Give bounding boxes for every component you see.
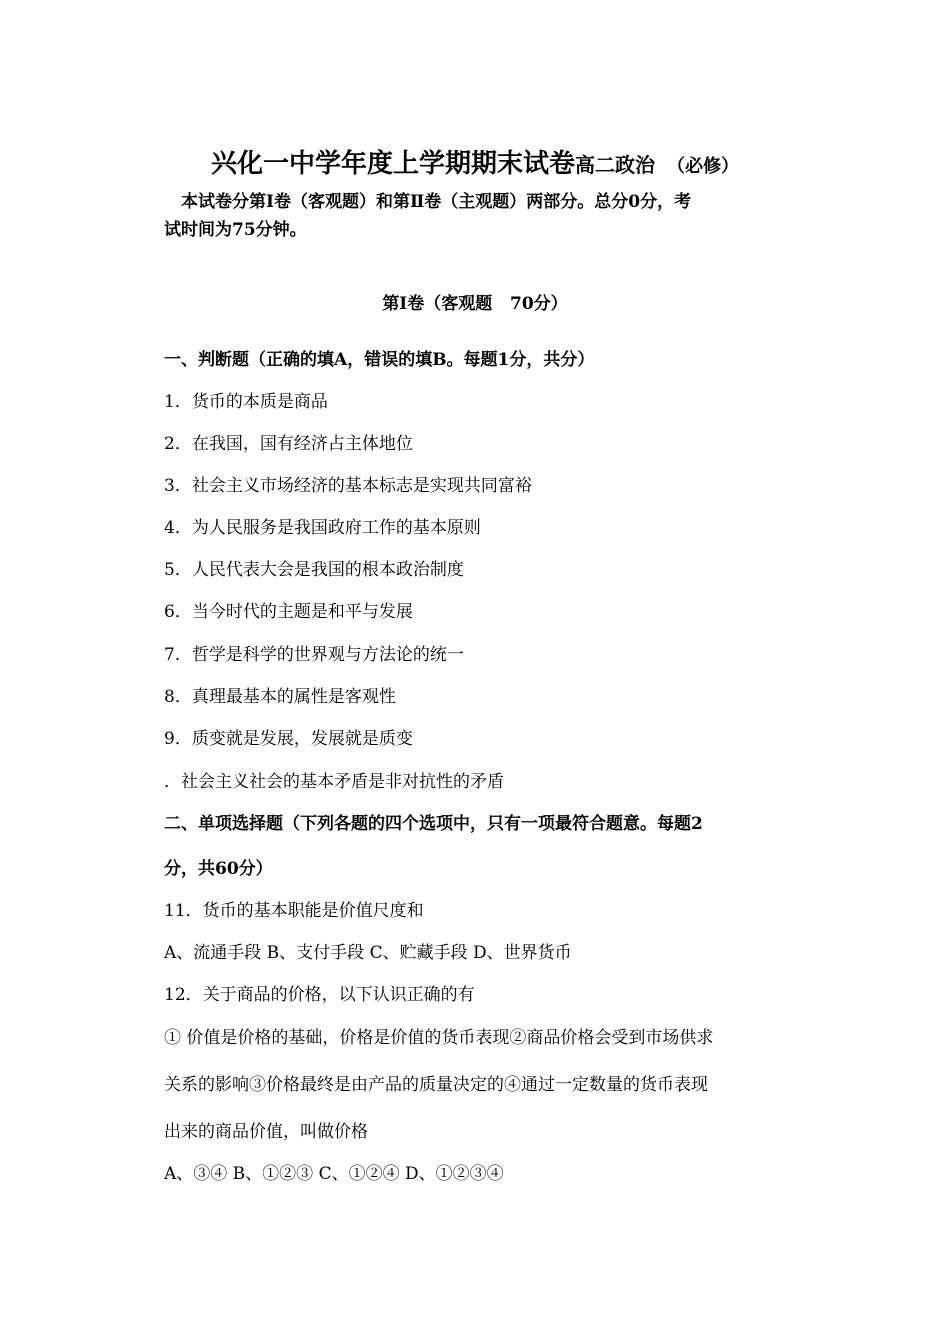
question-12-body-line-2: 关系的影响③价格最终是由产品的质量决定的④通过一定数量的货币表现 bbox=[164, 1075, 708, 1095]
question-12-options: A、③④ B、①②③ C、①②④ D、①②③④ bbox=[164, 1164, 504, 1184]
section-2-heading-line-1: 二、单项选择题（下列各题的四个选项中，只有一项最符合题意。每题2 bbox=[164, 814, 703, 834]
judgment-item-8: 8．真理最基本的属性是客观性 bbox=[164, 687, 396, 707]
intro-line-2: 试时间为75分钟。 bbox=[164, 220, 307, 240]
question-12-body-line-3: 出来的商品价值，叫做价格 bbox=[164, 1122, 368, 1142]
judgment-item-6: 6．当今时代的主题是和平与发展 bbox=[164, 602, 413, 622]
question-11-options: A、流通手段 B、支付手段 C、贮藏手段 D、世界货币 bbox=[164, 943, 572, 963]
judgment-item-2: 2．在我国，国有经济占主体地位 bbox=[164, 434, 413, 454]
judgment-item-10: ．社会主义社会的基本矛盾是非对抗性的矛盾 bbox=[164, 772, 504, 792]
title-tag: （必修） bbox=[667, 156, 739, 177]
intro-paragraph bbox=[164, 188, 784, 244]
title-main: 兴化一中学年度上学期期末试卷 bbox=[210, 149, 575, 179]
judgment-item-9: 9．质变就是发展，发展就是质变 bbox=[164, 729, 413, 749]
section-1-heading: 一、判断题（正确的填A，错误的填B。每题1分，共分） bbox=[164, 350, 595, 370]
judgment-item-3: 3．社会主义市场经济的基本标志是实现共同富裕 bbox=[164, 476, 532, 496]
intro-line-1: 本试卷分第Ⅰ卷（客观题）和第Ⅱ卷（主观题）两部分。总分0分，考 bbox=[181, 192, 692, 212]
judgment-item-7: 7．哲学是科学的世界观与方法论的统一 bbox=[164, 645, 464, 665]
exam-title bbox=[0, 143, 950, 180]
judgment-item-4: 4．为人民服务是我国政府工作的基本原则 bbox=[164, 518, 481, 538]
question-12-stem: 12．关于商品的价格，以下认识正确的有 bbox=[164, 985, 475, 1005]
question-11-stem: 11．货币的基本职能是价值尺度和 bbox=[164, 901, 424, 921]
judgment-item-5: 5．人民代表大会是我国的根本政治制度 bbox=[164, 560, 464, 580]
question-12-body-line-1: ① 价值是价格的基础，价格是价值的货币表现②商品价格会受到市场供求 bbox=[164, 1028, 714, 1048]
part-1-title: 第Ⅰ卷（客观题 70分） bbox=[382, 294, 568, 314]
judgment-item-1: 1．货币的本质是商品 bbox=[164, 392, 328, 412]
title-subject: 高二政治 bbox=[575, 153, 655, 177]
section-2-heading-line-2: 分，共60分） bbox=[164, 859, 273, 879]
